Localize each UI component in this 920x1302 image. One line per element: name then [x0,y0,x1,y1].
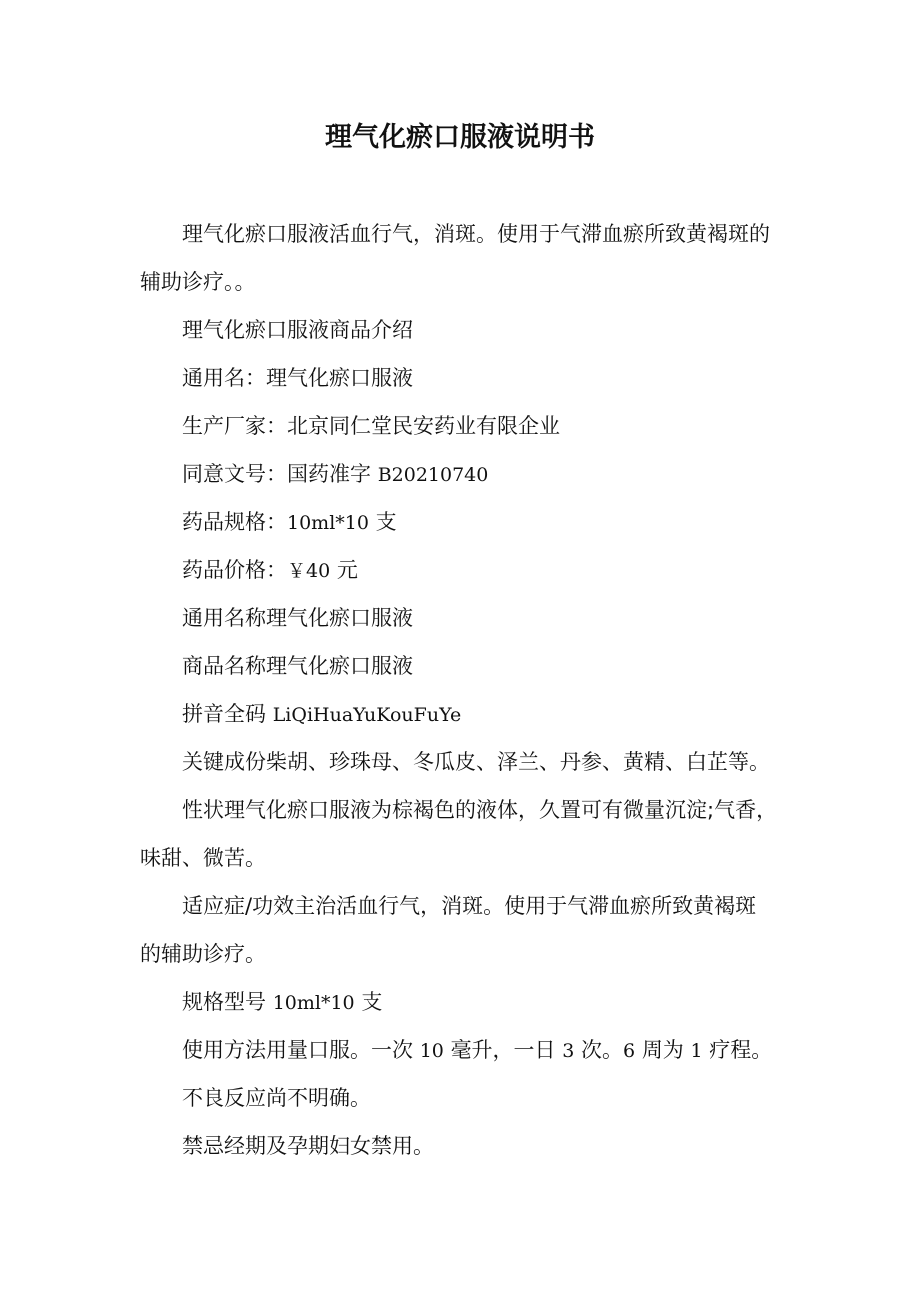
model-line [182,978,382,1027]
manufacturer-line: 生产厂家：北京同仁堂民安药业有限企业 [182,414,560,438]
usage-part-c: 毫升，一日 [450,1038,556,1062]
usage-part-i: 疗程。 [709,1038,773,1062]
generic-name-line: 通用名：理气化瘀口服液 [182,366,413,390]
ingredients-line: 关键成份柴胡、珍珠母、冬瓜皮、泽兰、丹参、黄精、白芷等。 [182,750,770,774]
adverse-reactions-line: 不良反应尚不明确。 [182,1086,371,1110]
document-title: 理气化瘀口服液说明书 [325,122,595,153]
spec-unit: 支 [375,510,397,534]
approval-value: B20210740 [377,464,489,486]
usage-part-g: 周为 [641,1038,684,1062]
usage-part-e: 次。 [581,1038,624,1062]
usage-part-f: 6 [623,1040,636,1062]
intro-paragraph-line1: 理气化瘀口服液活血行气，消斑。使用于气滞血瘀所致黄褐斑的 [182,222,770,246]
price-value: ￥40 [287,560,331,582]
product-intro-heading: 理气化瘀口服液商品介绍 [182,318,413,342]
price-label: 药品价格： [182,558,287,582]
usage-part-h: 1 [690,1040,703,1062]
price-line [182,546,358,595]
properties-line1: 性状理气化瘀口服液为棕褐色的液体，久置可有微量沉淀;气香， [182,798,778,822]
model-unit: 支 [361,990,383,1014]
contraindications-line: 禁忌经期及孕期妇女禁用。 [182,1134,434,1158]
intro-paragraph-line2: 辅助诊疗。。 [140,270,256,294]
spec-value: 10ml*10 [287,512,369,534]
price-unit: 元 [336,558,358,582]
spec-label: 药品规格： [182,510,287,534]
brand-name-line: 商品名称理气化瘀口服液 [182,654,413,678]
spec-line [182,498,397,547]
usage-part-a: 使用方法用量口服。一次 [182,1038,413,1062]
model-label: 规格型号 [182,990,266,1014]
pinyin-line [182,690,461,739]
indications-line2: 的辅助诊疗。 [140,942,266,966]
indications-line1: 适应症/功效主治活血行气，消斑。使用于气滞血瘀所致黄褐斑 [182,894,757,918]
generic-name-2-line: 通用名称理气化瘀口服液 [182,606,413,630]
model-value: 10ml*10 [272,992,355,1014]
approval-label: 同意文号：国药准字 [182,462,371,486]
approval-number-line [182,450,488,499]
pinyin-label: 拼音全码 [182,702,266,726]
usage-line [182,1026,772,1075]
pinyin-value: LiQiHuaYuKouFuYe [272,704,462,726]
usage-part-b: 10 [419,1040,444,1062]
properties-line2: 味甜、微苦。 [140,846,266,870]
usage-part-d: 3 [562,1040,575,1062]
